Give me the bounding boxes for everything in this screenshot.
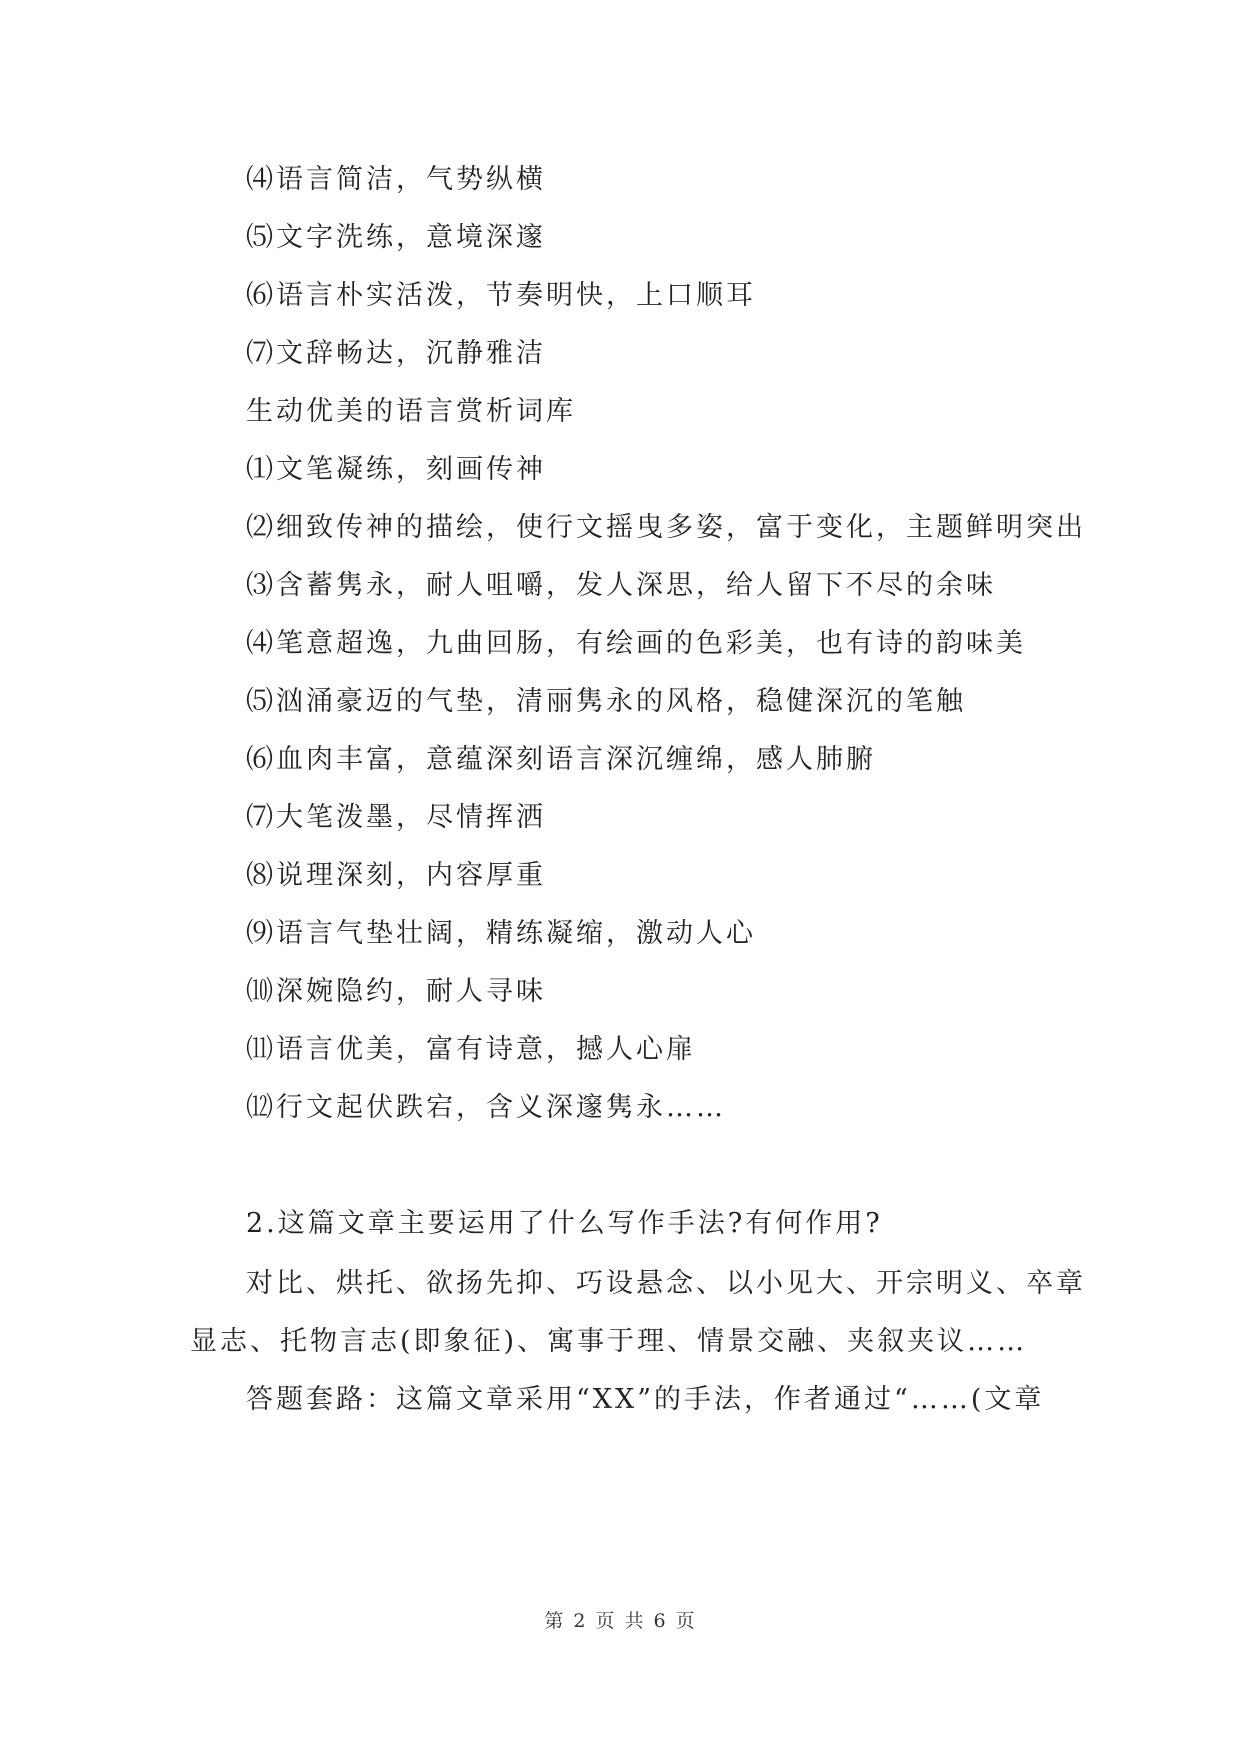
list-item: ⑻说理深刻，内容厚重 [246, 860, 546, 891]
list-item: ⑺文辞畅达，沉静雅洁 [246, 338, 546, 369]
list-item: ⑶含蓄隽永，耐人咀嚼，发人深思，给人留下不尽的余味 [246, 570, 996, 601]
paragraph-line: 对比、烘托、欲扬先抑、巧设悬念、以小见大、开宗明义、卒章 [246, 1268, 1086, 1299]
list-item: ⑺大笔泼墨，尽情挥洒 [246, 802, 546, 833]
paragraph-line: 答题套路：这篇文章采用“XX”的手法，作者通过“……(文章 [246, 1384, 1045, 1415]
list-item: ⑸汹涌豪迈的气垫，清丽隽永的风格，稳健深沉的笔触 [246, 686, 966, 717]
paragraph-line: 显志、托物言志(即象征)、寓事于理、情景交融、夹叙夹议…… [190, 1326, 1028, 1357]
list-item: ⑴文笔凝练，刻画传神 [246, 454, 546, 485]
list-item: ⑿行文起伏跌宕，含义深邃隽永…… [246, 1092, 726, 1123]
list-item: ⑼语言气垫壮阔，精练凝缩，激动人心 [246, 918, 756, 949]
list-item: ⑹血肉丰富，意蕴深刻语言深沉缠绵，感人肺腑 [246, 744, 876, 775]
list-item: ⑹语言朴实活泼，节奏明快，上口顺耳 [246, 280, 756, 311]
list-item: ⑸文字洗练，意境深邃 [246, 222, 546, 253]
section-heading: 生动优美的语言赏析词库 [246, 396, 576, 427]
list-item: ⑽深婉隐约，耐人寻味 [246, 976, 546, 1007]
page-footer: 第 2 页 共 6 页 [544, 1610, 697, 1632]
question-heading: 2.这篇文章主要运用了什么写作手法?有何作用? [246, 1208, 883, 1239]
list-item: ⑷语言简洁，气势纵横 [246, 164, 546, 195]
list-item: ⑾语言优美，富有诗意，撼人心扉 [246, 1034, 696, 1065]
list-item: ⑷笔意超逸，九曲回肠，有绘画的色彩美，也有诗的韵味美 [246, 628, 1026, 659]
list-item: ⑵细致传神的描绘，使行文摇曳多姿，富于变化，主题鲜明突出 [246, 512, 1086, 543]
